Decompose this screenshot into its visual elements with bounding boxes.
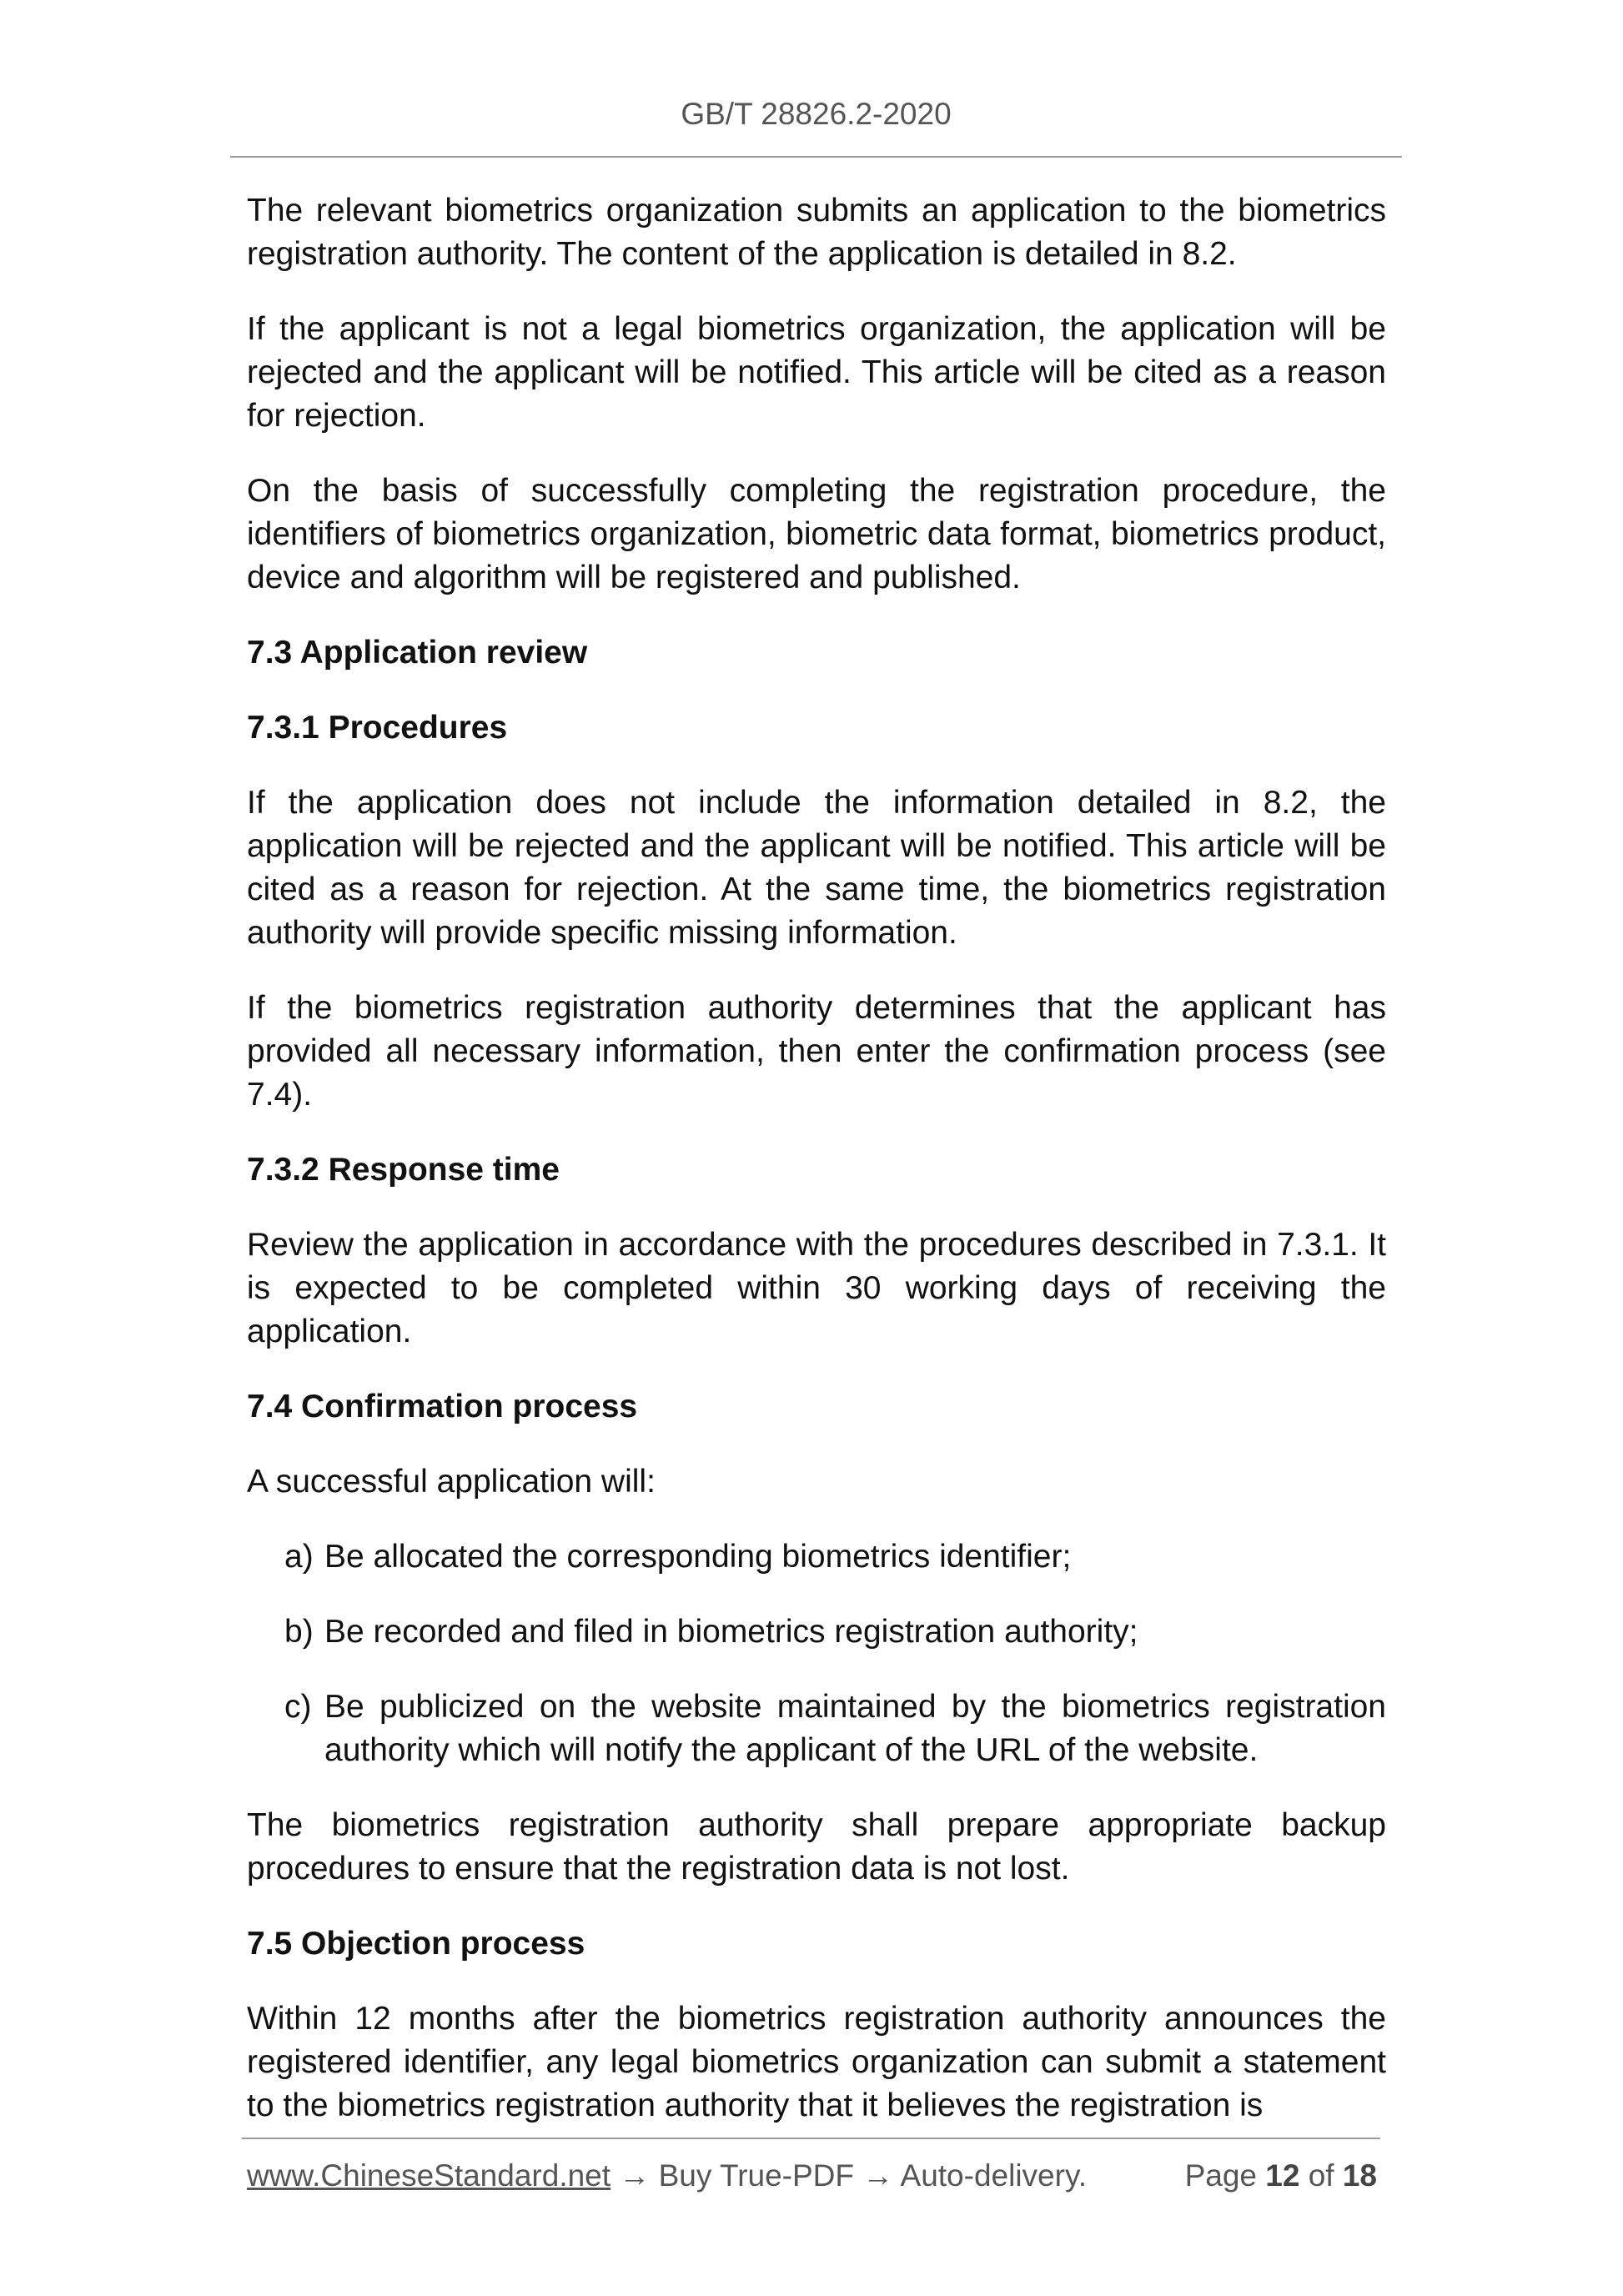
list-item bbox=[247, 1535, 1386, 1579]
section-heading: 7.3 Application review bbox=[247, 635, 588, 671]
page-footer bbox=[247, 2158, 1377, 2193]
page-content bbox=[247, 189, 1386, 2159]
of-label: of bbox=[1308, 2158, 1334, 2193]
page-indicator bbox=[1185, 2158, 1377, 2193]
paragraph: If the biometrics registration authority determines that the applicant has provided all necessary information, then enter the confirmation process (see 7.4). bbox=[247, 990, 1386, 1113]
paragraph: Review the application in accordance with the procedures described in 7.3.1. It is expected to be completed within 30 working days of receiving the application. bbox=[247, 1227, 1386, 1349]
page-total: 18 bbox=[1342, 2158, 1377, 2193]
list-item bbox=[247, 1686, 1386, 1772]
page-number: 12 bbox=[1265, 2158, 1300, 2193]
list-item-text: Be publicized on the website maintained by the biometrics registration authority which will notify the applicant of the URL of the website. bbox=[324, 1689, 1386, 1768]
paragraph: A successful application will: bbox=[247, 1464, 656, 1500]
list-item bbox=[247, 1610, 1386, 1654]
list-marker: b) bbox=[284, 1614, 314, 1650]
paragraph: On the basis of successfully completing the registration procedure, the identifiers of biometrics organization, biometric data format, biometrics product, device and algorithm will be registered and published. bbox=[247, 473, 1386, 595]
footer-tagline: → Buy True-PDF → Auto-delivery. bbox=[611, 2158, 1087, 2193]
website-link[interactable]: www.ChineseStandard.net bbox=[247, 2158, 611, 2193]
paragraph: If the application does not include the information detailed in 8.2, the application will be rejected and the applicant will be notified. This article will be cited as a reason for rejection. At the same time, the biometrics registration authority will provide specific missing information. bbox=[247, 785, 1386, 951]
subsection-heading: 7.3.1 Procedures bbox=[247, 710, 508, 746]
header-divider bbox=[230, 156, 1402, 158]
paragraph: If the applicant is not a legal biometrics organization, the application will be rejected and the applicant will be notified. This article will be cited as a reason for rejection. bbox=[247, 311, 1386, 434]
document-id-header: GB/T 28826.2-2020 bbox=[681, 97, 952, 131]
section-heading: 7.4 Confirmation process bbox=[247, 1389, 638, 1424]
list-item-text: Be recorded and filed in biometrics registration authority; bbox=[324, 1614, 1138, 1650]
section-heading: 7.5 Objection process bbox=[247, 1926, 585, 1962]
paragraph: The biometrics registration authority shall prepare appropriate backup procedures to ensure that the registration data is not lost. bbox=[247, 1807, 1386, 1887]
list-marker: c) bbox=[284, 1689, 312, 1725]
footer-divider bbox=[242, 2138, 1380, 2139]
page-label: Page bbox=[1184, 2158, 1257, 2193]
list-item-text: Be allocated the corresponding biometrics identifier; bbox=[324, 1539, 1072, 1575]
paragraph: The relevant biometrics organization submits an application to the biometrics registration authority. The content of the application is detailed in 8.2. bbox=[247, 193, 1386, 272]
paragraph: Within 12 months after the biometrics registration authority announces the registered identifier, any legal biometrics organization can submit a statement to the biometrics registration authority that it believes the registration is bbox=[247, 2001, 1386, 2123]
list-marker: a) bbox=[284, 1539, 314, 1575]
footer-promo bbox=[247, 2158, 1087, 2193]
subsection-heading: 7.3.2 Response time bbox=[247, 1152, 560, 1188]
